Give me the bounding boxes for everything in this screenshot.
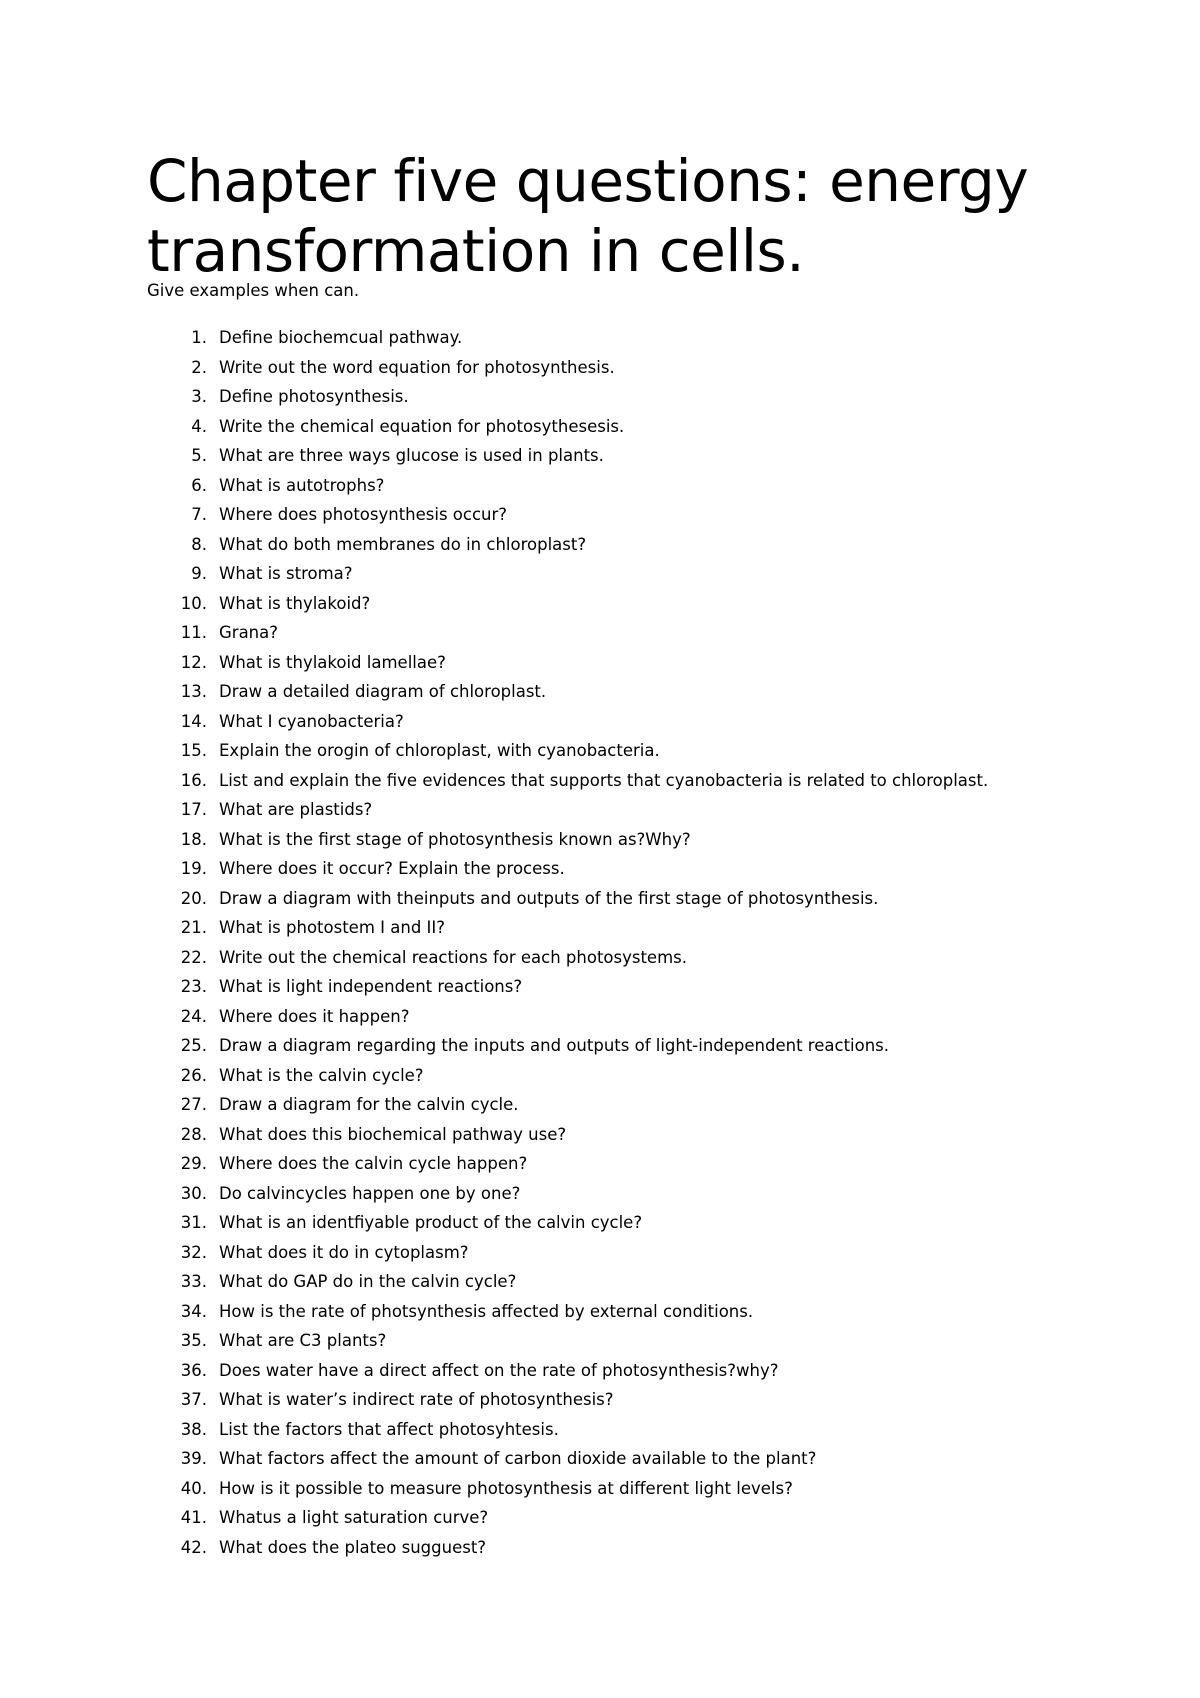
question-number: 38. — [180, 1419, 207, 1439]
question-number: 1. — [191, 328, 207, 347]
question-number: 6. — [191, 475, 207, 495]
question-number: 4. — [191, 416, 207, 436]
question-text: Where does the calvin cycle happen? — [219, 1154, 528, 1173]
question-item — [147, 1419, 1147, 1449]
question-text: How is the rate of photsynthesis affected by external conditions. — [219, 1301, 754, 1321]
question-number: 17. — [180, 800, 207, 819]
question-text: What are C3 plants? — [219, 1331, 387, 1350]
question-text: What does the plateo sugguest? — [219, 1537, 487, 1557]
question-text: What is light independent reactions? — [219, 977, 523, 996]
question-item — [147, 1065, 1147, 1095]
question-item — [147, 534, 1147, 564]
question-item — [147, 1242, 1147, 1272]
question-text: What is thylakoid lamellae? — [219, 652, 446, 672]
question-text: What is stroma? — [219, 564, 353, 583]
question-number: 32. — [180, 1242, 207, 1262]
question-item — [147, 829, 1147, 859]
question-number: 15. — [180, 741, 207, 760]
question-number: 13. — [180, 682, 207, 701]
question-number: 10. — [180, 593, 207, 613]
question-text: Where does it happen? — [219, 1006, 410, 1026]
question-text: What I cyanobacteria? — [219, 711, 404, 731]
question-list — [147, 327, 1147, 1566]
question-text: Draw a diagram with theinputs and outputs of the first stage of photosynthesis. — [219, 888, 879, 908]
question-text: Grana? — [219, 623, 279, 642]
question-number: 41. — [180, 1508, 207, 1527]
question-number: 29. — [180, 1154, 207, 1173]
question-item — [147, 563, 1147, 593]
question-item — [147, 1094, 1147, 1124]
question-text: What do both membranes do in chloroplast? — [219, 534, 587, 554]
question-item — [147, 1212, 1147, 1242]
question-item — [147, 947, 1147, 977]
question-item — [147, 770, 1147, 800]
question-item — [147, 1124, 1147, 1154]
question-number: 35. — [180, 1331, 207, 1350]
question-text: What is photostem I and II? — [219, 918, 446, 937]
question-item — [147, 1537, 1147, 1567]
question-text: What is water’s indirect rate of photosynthesis? — [219, 1390, 614, 1409]
question-number: 5. — [191, 446, 207, 465]
question-number: 22. — [180, 947, 207, 967]
question-number: 12. — [180, 652, 207, 672]
question-text: How is it possible to measure photosynthesis at different light levels? — [219, 1478, 793, 1498]
question-item — [147, 740, 1147, 770]
question-text: Define biochemcual pathway. — [219, 328, 463, 347]
question-number: 30. — [180, 1183, 207, 1203]
question-text: Write out the chemical reactions for each photosystems. — [219, 947, 688, 967]
question-number: 42. — [180, 1537, 207, 1557]
question-item — [147, 622, 1147, 652]
question-text: Where does it occur? Explain the process. — [219, 859, 565, 878]
question-text: Explain the orogin of chloroplast, with cyanobacteria. — [219, 741, 660, 760]
question-text: Do calvincycles happen one by one? — [219, 1183, 521, 1203]
question-item — [147, 1507, 1147, 1537]
question-number: 26. — [180, 1065, 207, 1085]
question-item — [147, 1301, 1147, 1331]
question-number: 40. — [180, 1478, 207, 1498]
question-number: 16. — [180, 770, 207, 790]
question-text: Write out the word equation for photosynthesis. — [219, 357, 615, 377]
question-number: 34. — [180, 1301, 207, 1321]
question-number: 20. — [180, 888, 207, 908]
question-text: What is the first stage of photosynthesis known as?Why? — [219, 829, 691, 849]
question-text: Where does photosynthesis occur? — [219, 505, 508, 524]
question-item — [147, 1330, 1147, 1360]
question-number: 36. — [180, 1360, 207, 1380]
question-item — [147, 917, 1147, 947]
question-item — [147, 1035, 1147, 1065]
question-number: 7. — [191, 505, 207, 524]
question-number: 19. — [180, 859, 207, 878]
question-number: 3. — [191, 387, 207, 406]
question-text: Define photosynthesis. — [219, 387, 409, 406]
question-number: 39. — [180, 1449, 207, 1468]
question-item — [147, 445, 1147, 475]
question-number: 24. — [180, 1006, 207, 1026]
question-item — [147, 593, 1147, 623]
question-item — [147, 711, 1147, 741]
question-item — [147, 1478, 1147, 1508]
question-number: 33. — [180, 1272, 207, 1291]
question-text: List and explain the five evidences that supports that cyanobacteria is related to chloroplast. — [219, 770, 989, 790]
question-number: 21. — [180, 918, 207, 937]
question-text: Draw a diagram for the calvin cycle. — [219, 1095, 519, 1114]
question-item — [147, 416, 1147, 446]
instructions-text: Give examples when can. — [147, 281, 360, 300]
question-text: What do GAP do in the calvin cycle? — [219, 1272, 517, 1291]
question-item — [147, 357, 1147, 387]
question-text: What does it do in cytoplasm? — [219, 1242, 469, 1262]
question-text: Draw a diagram regarding the inputs and outputs of light-independent reactions. — [219, 1036, 890, 1055]
question-item — [147, 1448, 1147, 1478]
question-number: 2. — [191, 357, 207, 377]
question-text: What is autotrophs? — [219, 475, 385, 495]
question-number: 37. — [180, 1390, 207, 1409]
question-text: What is thylakoid? — [219, 593, 371, 613]
question-number: 18. — [180, 829, 207, 849]
question-item — [147, 475, 1147, 505]
question-text: Draw a detailed diagram of chloroplast. — [219, 682, 547, 701]
question-item — [147, 976, 1147, 1006]
question-number: 11. — [180, 623, 207, 642]
question-number: 31. — [180, 1213, 207, 1232]
question-item — [147, 1153, 1147, 1183]
question-number: 8. — [191, 534, 207, 554]
question-item — [147, 1360, 1147, 1390]
question-number: 23. — [180, 977, 207, 996]
question-item — [147, 858, 1147, 888]
question-number: 27. — [180, 1095, 207, 1114]
question-item — [147, 386, 1147, 416]
question-text: Does water have a direct affect on the rate of photosynthesis?why? — [219, 1360, 779, 1380]
question-number: 25. — [180, 1036, 207, 1055]
question-item — [147, 1006, 1147, 1036]
question-item — [147, 799, 1147, 829]
question-text: What is an identfiyable product of the calvin cycle? — [219, 1213, 643, 1232]
question-item — [147, 652, 1147, 682]
question-text: Whatus a light saturation curve? — [219, 1508, 489, 1527]
question-text: What are three ways glucose is used in plants. — [219, 446, 604, 465]
question-item — [147, 1183, 1147, 1213]
question-number: 28. — [180, 1124, 207, 1144]
question-text: What is the calvin cycle? — [219, 1065, 424, 1085]
question-item — [147, 504, 1147, 534]
page-title: Chapter five questions: energy transformation in cells. — [147, 147, 1029, 285]
question-item — [147, 1271, 1147, 1301]
question-text: What are plastids? — [219, 800, 373, 819]
question-item — [147, 888, 1147, 918]
question-number: 14. — [180, 711, 207, 731]
question-number: 9. — [191, 564, 207, 583]
question-item — [147, 681, 1147, 711]
question-item — [147, 327, 1147, 357]
question-text: List the factors that affect photosyhtesis. — [219, 1419, 559, 1439]
question-text: What does this biochemical pathway use? — [219, 1124, 567, 1144]
question-text: Write the chemical equation for photosythesesis. — [219, 416, 625, 436]
question-item — [147, 1389, 1147, 1419]
question-text: What factors affect the amount of carbon dioxide available to the plant? — [219, 1449, 817, 1468]
